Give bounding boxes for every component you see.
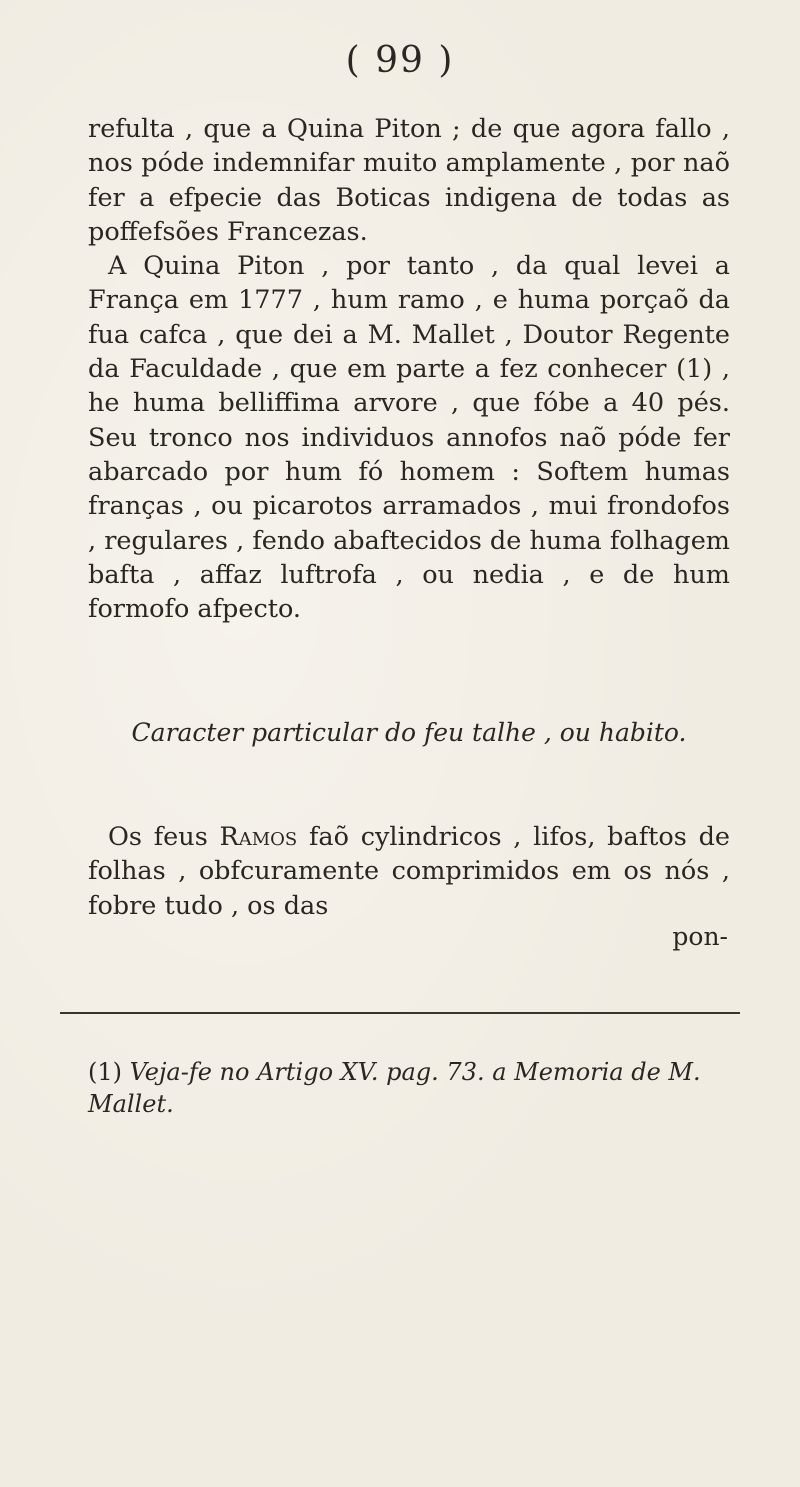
paragraph-3-smallcaps: Ramos xyxy=(219,822,298,852)
paragraph-3-rest: faõ cylindricos , lifos, baftos de folhas , obfcuramente comprimidos em os nós , fobre tudo , os das xyxy=(88,822,730,921)
paragraph-2: A Quina Piton , por tanto , da qual levei a França em 1777 , hum ramo , e huma porçaõ da fua cafca , que dei a M. Mallet , Doutor Regente da Faculdade , que em parte a fez conhecer (1) , he huma belliffima arvore , que fóbe a 40 pés. Seu tronco nos individuos annofos naõ póde fer abarcado por hum fó homem : Softem humas franças , ou picarotos arramados , mui frondofos , regulares , fendo abaftecidos de huma folhagem bafta , affaz luftrofa , ou nedia , e de hum formofo afpecto. xyxy=(88,251,730,625)
paragraph-3 xyxy=(88,820,730,923)
main-text-block xyxy=(88,112,730,626)
footnote xyxy=(88,1056,730,1120)
footnote-text: Veja-fe no Artigo XV. pag. 73. a Memoria de M. Mallet. xyxy=(88,1058,701,1118)
paragraph-1: refulta , que a Quina Piton ; de que agora fallo , nos póde indemnifar muito amplamente , por naõ fer a efpecie das Boticas indigena de todas as poffefsões Francezas. xyxy=(88,114,730,247)
footnote-rule xyxy=(60,1012,740,1014)
paragraph-3-start: Os feus xyxy=(108,822,220,852)
footnote-marker: (1) xyxy=(88,1058,122,1086)
page-number: ( 99 ) xyxy=(345,40,455,81)
section-heading: Caracter particular do feu talhe , ou habito. xyxy=(131,718,687,747)
catchword: pon- xyxy=(672,922,728,951)
